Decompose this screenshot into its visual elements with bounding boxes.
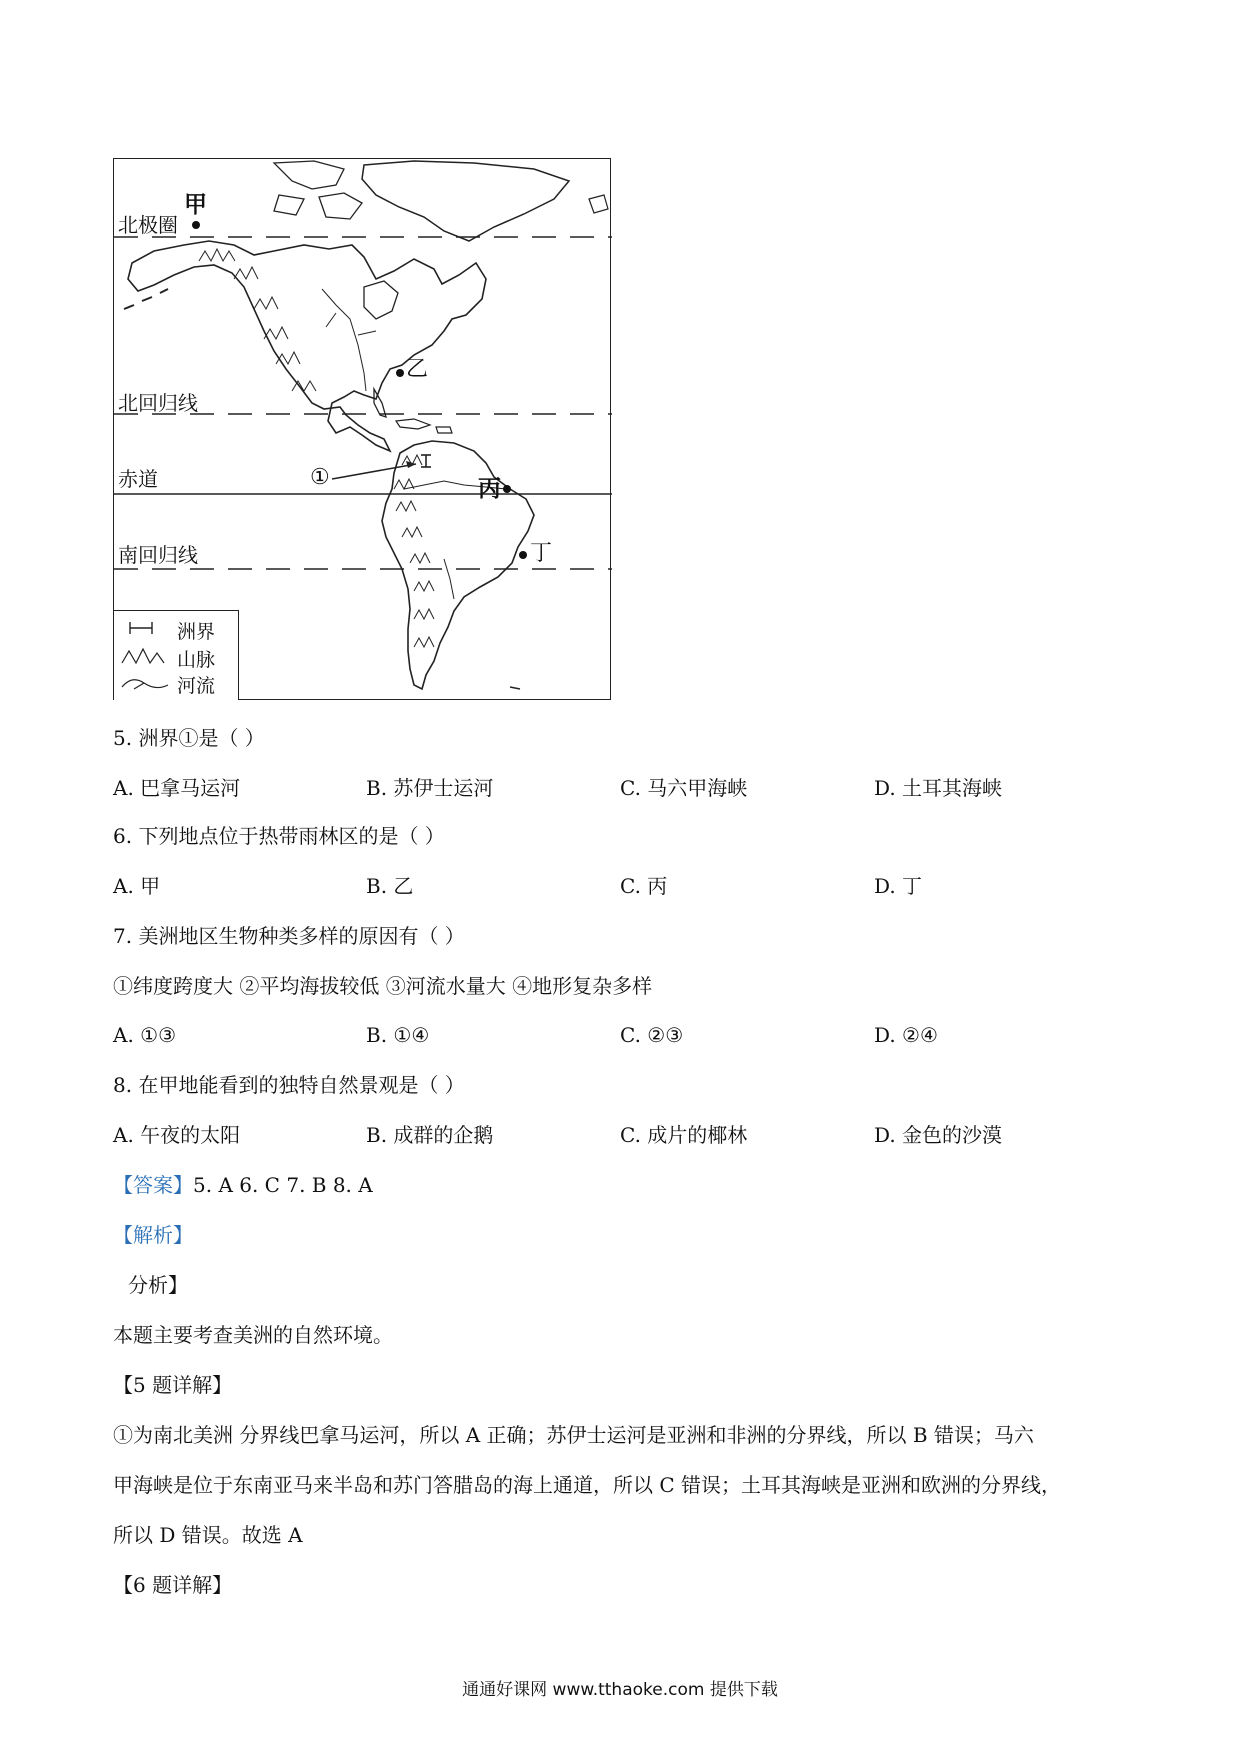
q5-detail-line-3: 所以 D 错误。故选 A: [113, 1523, 303, 1547]
americas-map: [113, 158, 611, 700]
q7-option-d: D. ②④: [874, 1023, 938, 1047]
point-jia-label: 甲: [184, 191, 207, 218]
q5-detail-heading: 【5 题详解】: [113, 1373, 233, 1397]
caribbean-island-outline: [396, 419, 430, 429]
river-legend-icon: [120, 671, 170, 693]
aleutian-islands: [124, 289, 168, 309]
q7-option-b: B. ①④: [366, 1023, 430, 1047]
arctic-island-outline: [274, 195, 304, 215]
arctic-circle-label: 北极圈: [118, 213, 178, 237]
legend-item-mountain: [114, 643, 238, 669]
point-bing-dot: [503, 485, 511, 493]
q8-option-d: D. 金色的沙漠: [874, 1123, 1003, 1147]
legend-label-boundary: 洲界: [177, 621, 216, 643]
boundary-marker: [421, 455, 431, 467]
q8-option-a: A. 午夜的太阳: [113, 1123, 241, 1147]
tropic-capricorn-label: 南回归线: [118, 543, 198, 567]
tropic-cancer-label: 北回归线: [118, 391, 198, 415]
question-6-stem: 6. 下列地点位于热带雨林区的是（ ）: [113, 824, 445, 848]
point-yi-label: 乙: [406, 357, 429, 382]
mountain-legend-icon: [120, 645, 170, 667]
q6-detail-heading: 【6 题详解】: [113, 1573, 233, 1597]
legend-label-mountain: 山脉: [177, 649, 216, 671]
legend-label-river: 河流: [177, 675, 216, 697]
question-5-stem: 5. 洲界①是（ ）: [113, 726, 265, 750]
q6-option-b: B. 乙: [366, 874, 414, 898]
q5-option-a: A. 巴拿马运河: [113, 776, 241, 800]
falkland-islands: [510, 687, 520, 689]
rocky-mountains: [199, 249, 316, 391]
point-bing-label: 丙: [478, 475, 501, 502]
greenland-outline: [362, 161, 569, 241]
florida-outline: [374, 389, 386, 417]
boundary-arrow: [332, 461, 416, 479]
question-7-stem: 7. 美洲地区生物种类多样的原因有（ ）: [113, 924, 465, 948]
analysis-sub-heading: 分析】: [128, 1273, 188, 1297]
river-tributary: [326, 313, 376, 335]
q5-option-b: B. 苏伊士运河: [366, 776, 494, 800]
equator-label: 赤道: [118, 467, 158, 491]
boundary-legend-icon: [120, 617, 170, 639]
analysis-intro: 本题主要考查美洲的自然环境。: [113, 1323, 393, 1347]
q5-option-d: D. 土耳其海峡: [874, 776, 1003, 800]
q6-option-a: A. 甲: [113, 874, 161, 898]
legend-item-river: [114, 669, 238, 695]
arctic-island-outline: [274, 161, 344, 189]
q8-option-b: B. 成群的企鹅: [366, 1123, 494, 1147]
south-america-outline: [382, 441, 534, 689]
point-jia-dot: [192, 221, 200, 229]
q7-option-c: C. ②③: [620, 1023, 684, 1047]
q5-option-c: C. 马六甲海峡: [620, 776, 748, 800]
boundary-marker-label: ①: [310, 465, 330, 490]
parana-river: [444, 559, 454, 599]
analysis-label: 【解析】: [113, 1223, 193, 1247]
question-7-statements: ①纬度跨度大 ②平均海拔较低 ③河流水量大 ④地形复杂多样: [113, 974, 653, 998]
q6-option-c: C. 丙: [620, 874, 668, 898]
page-footer: 通通好课网 www.tthaoke.com 提供下载: [462, 1680, 778, 1700]
iceland-outline: [589, 195, 608, 213]
q8-option-c: C. 成片的椰林: [620, 1123, 748, 1147]
q7-option-a: A. ①③: [113, 1023, 177, 1047]
answer-label: 【答案】: [113, 1173, 193, 1197]
map-legend: [114, 610, 239, 700]
point-yi-dot: [396, 369, 404, 377]
caribbean-island-outline: [436, 427, 452, 433]
question-8-stem: 8. 在甲地能看到的独特自然景观是（ ）: [113, 1073, 465, 1097]
hudson-bay-outline: [364, 281, 398, 319]
q5-detail-line-2: 甲海峡是位于东南亚马来半岛和苏门答腊岛的海上通道，所以 C 错误；土耳其海峡是亚洲和欧洲的分界线，: [113, 1473, 1062, 1497]
mississippi-river: [322, 289, 366, 391]
point-ding-label: 丁: [530, 541, 553, 566]
arctic-island-outline: [319, 193, 362, 219]
q6-option-d: D. 丁: [874, 874, 923, 898]
answer-line: [113, 1175, 373, 1195]
q5-detail-line-1: ①为南北美洲 分界线巴拿马运河，所以 A 正确；苏伊士运河是亚洲和非洲的分界线，所以 B 错误；马六: [113, 1423, 1034, 1447]
legend-item-boundary: [114, 615, 238, 641]
answer-text: 5. A 6. C 7. B 8. A: [193, 1173, 373, 1197]
north-america-outline: [128, 241, 486, 451]
point-ding-dot: [519, 551, 527, 559]
